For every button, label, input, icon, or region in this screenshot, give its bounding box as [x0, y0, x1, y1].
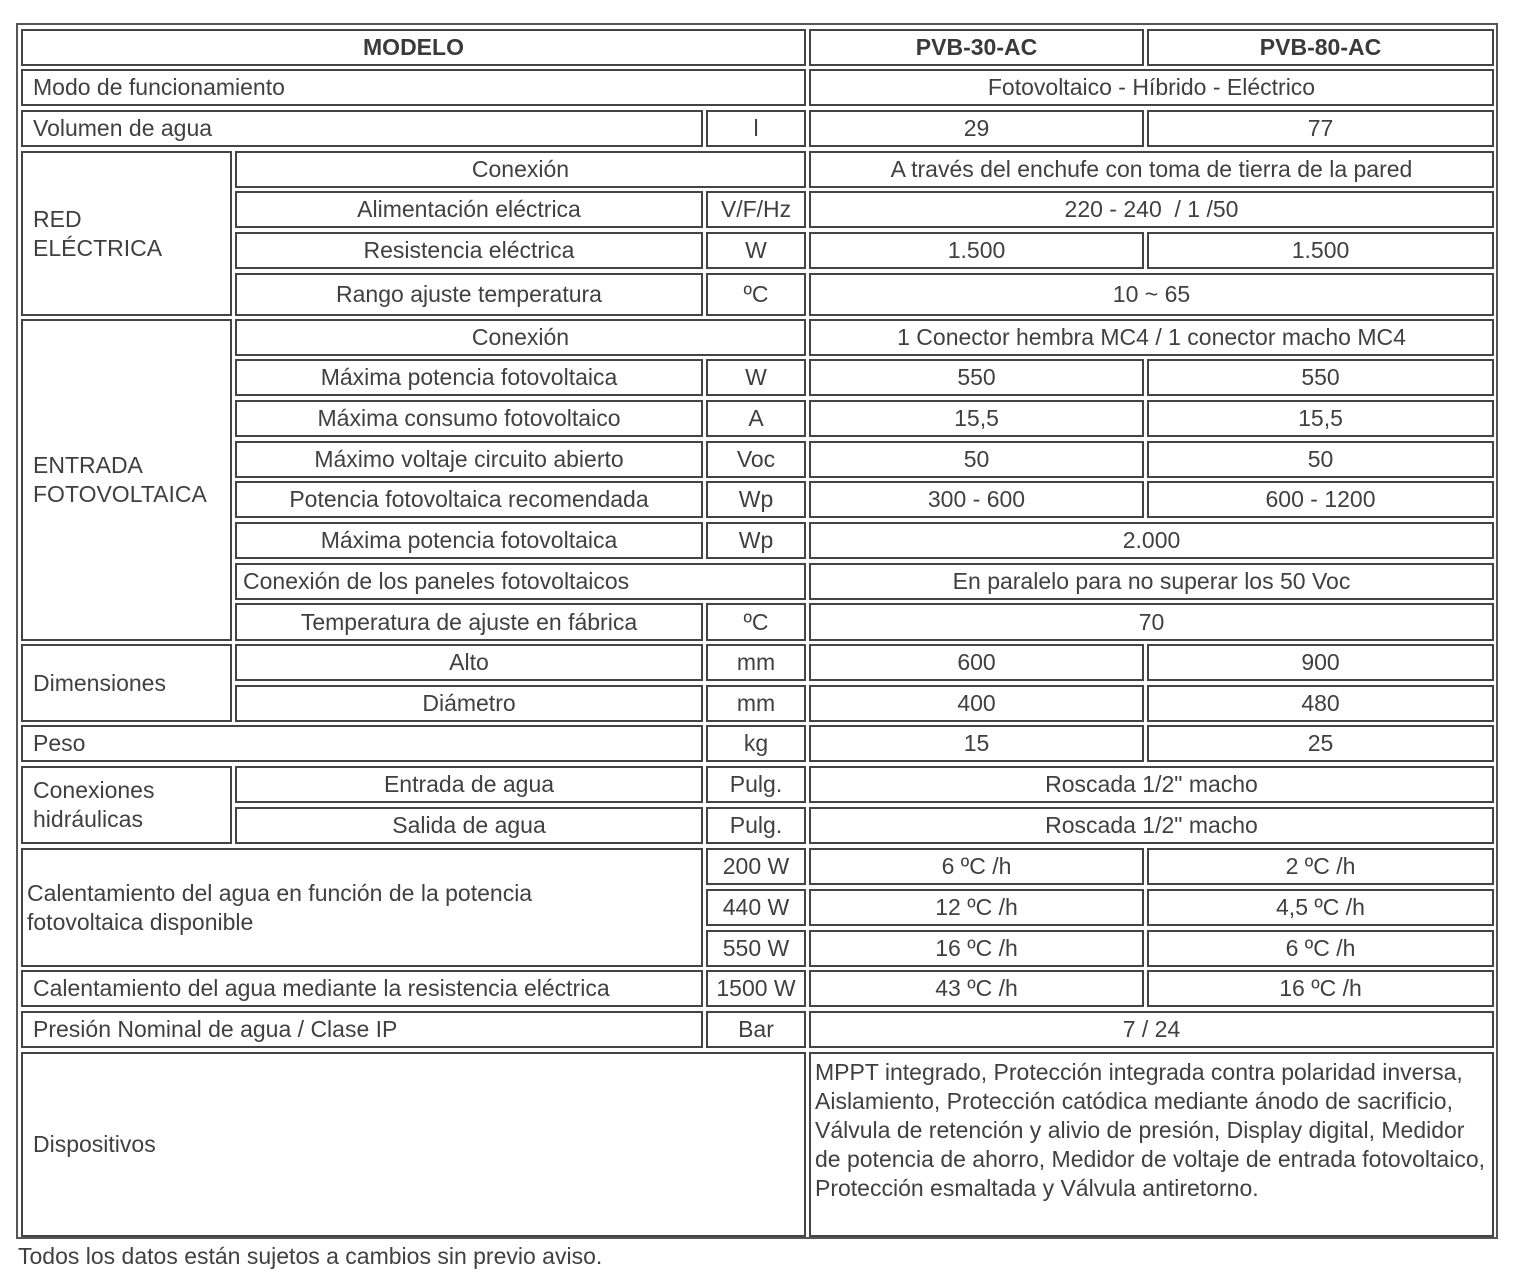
header-pvb-80-ac: PVB-80-AC [1147, 29, 1494, 66]
hid-salida-unit: Pulg. [706, 807, 806, 844]
dim-alto-pvb30: 600 [809, 644, 1144, 681]
hid-entrada-value: Roscada 1/2" macho [809, 766, 1494, 803]
volumen-pvb80: 77 [1147, 110, 1494, 147]
dim-diametro-unit: mm [706, 685, 806, 722]
presion-value: 7 / 24 [809, 1011, 1494, 1048]
calentamiento-fv-550-pvb80: 6 ºC /h [1147, 930, 1494, 967]
dimensiones-group: Dimensiones [21, 644, 232, 722]
conexiones-hidraulicas-group: Conexiones hidráulicas [21, 766, 232, 844]
calentamiento-fv-unit-550: 550 W [706, 930, 806, 967]
fv-max-voltaje-label: Máximo voltaje circuito abierto [235, 441, 703, 478]
entrada-fotovoltaica-group: ENTRADA FOTOVOLTAICA [21, 319, 232, 641]
calentamiento-fv-440-pvb30: 12 ºC /h [809, 889, 1144, 926]
presion-label: Presión Nominal de agua / Clase IP [21, 1011, 703, 1048]
calentamiento-fv-unit-440: 440 W [706, 889, 806, 926]
fv-recomendada-pvb30: 300 - 600 [809, 481, 1144, 518]
fv-max-potencia-wp-label: Máxima potencia fotovoltaica [235, 522, 703, 559]
volumen-unit: l [706, 110, 806, 147]
fv-recomendada-pvb80: 600 - 1200 [1147, 481, 1494, 518]
dispositivos-value: MPPT integrado, Protección integrada contra polaridad inversa, Aislamiento, Protección catódica mediante ánodo de sacrificio, Válvula de retención y alivio de presión, Display digital, Medidor de potencia de ahorro, Medidor de voltaje de entrada fotovoltaico, Protección esmaltada y Válvula antiretorno. [809, 1052, 1494, 1237]
red-alimentacion-label: Alimentación eléctrica [235, 191, 703, 228]
fv-max-consumo-label: Máxima consumo fotovoltaico [235, 400, 703, 437]
red-resistencia-label: Resistencia eléctrica [235, 232, 703, 269]
hid-salida-value: Roscada 1/2" macho [809, 807, 1494, 844]
fv-max-consumo-pvb80: 15,5 [1147, 400, 1494, 437]
calentamiento-res-label: Calentamiento del agua mediante la resistencia eléctrica [21, 970, 703, 1007]
red-resistencia-pvb30: 1.500 [809, 232, 1144, 269]
calentamiento-fv-550-pvb30: 16 ºC /h [809, 930, 1144, 967]
dim-diametro-pvb80: 480 [1147, 685, 1494, 722]
calentamiento-res-pvb80: 16 ºC /h [1147, 970, 1494, 1007]
fv-max-potencia-wp-unit: Wp [706, 522, 806, 559]
hid-salida-label: Salida de agua [235, 807, 703, 844]
dispositivos-label: Dispositivos [21, 1052, 806, 1237]
calentamiento-res-pvb30: 43 ºC /h [809, 970, 1144, 1007]
header-pvb-30-ac: PVB-30-AC [809, 29, 1144, 66]
red-rango-unit: ºC [706, 273, 806, 316]
fv-max-potencia-pvb30: 550 [809, 359, 1144, 396]
red-resistencia-unit: W [706, 232, 806, 269]
hid-entrada-unit: Pulg. [706, 766, 806, 803]
fv-recomendada-unit: Wp [706, 481, 806, 518]
calentamiento-fv-unit-200: 200 W [706, 848, 806, 885]
fv-conexion-value: 1 Conector hembra MC4 / 1 conector macho MC4 [809, 319, 1494, 356]
fv-max-consumo-unit: A [706, 400, 806, 437]
dim-alto-unit: mm [706, 644, 806, 681]
red-conexion-value: A través del enchufe con toma de tierra de la pared [809, 151, 1494, 188]
fv-max-potencia-pvb80: 550 [1147, 359, 1494, 396]
fv-recomendada-label: Potencia fotovoltaica recomendada [235, 481, 703, 518]
fv-max-voltaje-pvb80: 50 [1147, 441, 1494, 478]
fv-temp-fabrica-value: 70 [809, 603, 1494, 641]
dim-diametro-pvb30: 400 [809, 685, 1144, 722]
fv-max-potencia-wp-value: 2.000 [809, 522, 1494, 559]
fv-max-potencia-label: Máxima potencia fotovoltaica [235, 359, 703, 396]
modo-label: Modo de funcionamiento [21, 69, 806, 106]
fv-conexion-label: Conexión [235, 319, 806, 356]
red-rango-value: 10 ~ 65 [809, 273, 1494, 316]
volumen-label: Volumen de agua [21, 110, 703, 147]
peso-unit: kg [706, 725, 806, 762]
fv-max-consumo-pvb30: 15,5 [809, 400, 1144, 437]
hid-entrada-label: Entrada de agua [235, 766, 703, 803]
header-model: MODELO [21, 29, 806, 66]
fv-temp-fabrica-label: Temperatura de ajuste en fábrica [235, 603, 703, 641]
footnote: Todos los datos están sujetos a cambios sin previo aviso. [18, 1243, 603, 1269]
calentamiento-fv-200-pvb80: 2 ºC /h [1147, 848, 1494, 885]
calentamiento-res-unit: 1500 W [706, 970, 806, 1007]
fv-max-voltaje-unit: Voc [706, 441, 806, 478]
fv-temp-fabrica-unit: ºC [706, 603, 806, 641]
fv-max-voltaje-pvb30: 50 [809, 441, 1144, 478]
calentamiento-fv-label: Calentamiento del agua en función de la potencia fotovoltaica disponible [21, 848, 703, 967]
calentamiento-fv-440-pvb80: 4,5 ºC /h [1147, 889, 1494, 926]
calentamiento-fv-200-pvb30: 6 ºC /h [809, 848, 1144, 885]
peso-pvb30: 15 [809, 725, 1144, 762]
peso-label: Peso [21, 725, 703, 762]
fv-paneles-value: En paralelo para no superar los 50 Voc [809, 563, 1494, 600]
red-rango-label: Rango ajuste temperatura [235, 273, 703, 316]
dim-alto-pvb80: 900 [1147, 644, 1494, 681]
dim-diametro-label: Diámetro [235, 685, 703, 722]
red-alimentacion-unit: V/F/Hz [706, 191, 806, 228]
peso-pvb80: 25 [1147, 725, 1494, 762]
modo-value: Fotovoltaico - Híbrido - Eléctrico [809, 69, 1494, 106]
red-conexion-label: Conexión [235, 151, 806, 188]
volumen-pvb30: 29 [809, 110, 1144, 147]
fv-paneles-label: Conexión de los paneles fotovoltaicos [235, 563, 806, 600]
fv-max-potencia-unit: W [706, 359, 806, 396]
presion-unit: Bar [706, 1011, 806, 1048]
red-resistencia-pvb80: 1.500 [1147, 232, 1494, 269]
dim-alto-label: Alto [235, 644, 703, 681]
red-electrica-group: RED ELÉCTRICA [21, 151, 232, 316]
red-alimentacion-value: 220 - 240 / 1 /50 [809, 191, 1494, 228]
